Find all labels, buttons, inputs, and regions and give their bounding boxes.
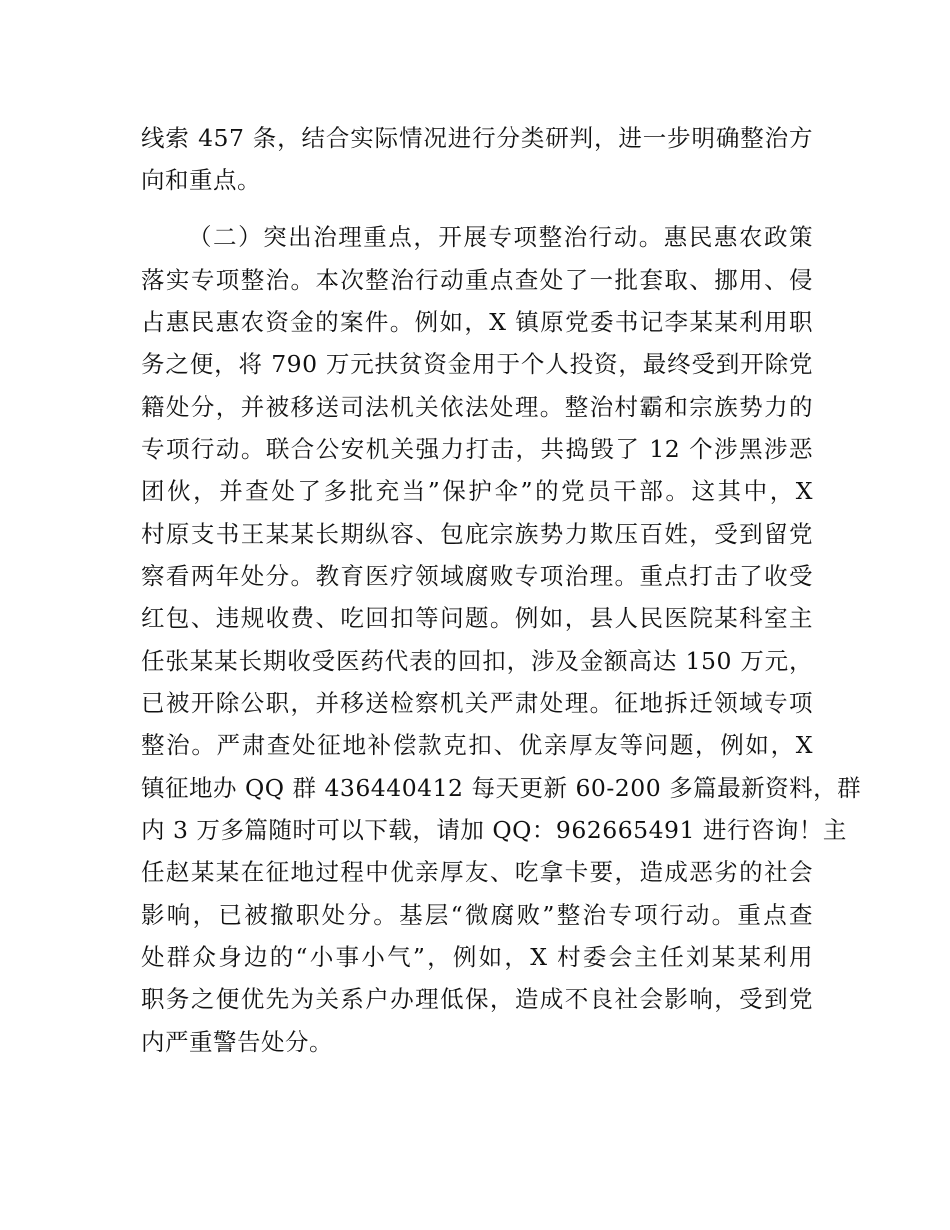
text-line: 镇征地办 QQ 群 436440412 每天更新 60-200 多篇最新资料，群 [141, 774, 862, 802]
text-line: 团伙，并查处了多批充当”保护伞”的党员干部。这其中，X [141, 477, 813, 505]
text-line: 线索 457 条，结合实际情况进行分类研判，进一步明确整治方 [141, 124, 813, 152]
text-line: 务之便，将 790 万元扶贫资金用于个人投资，最终受到开除党 [141, 350, 813, 378]
text-line: 任张某某长期收受医药代表的回扣，涉及金额高达 150 万元， [141, 647, 813, 675]
text-line: 村原支书王某某长期纵容、包庇宗族势力欺压百姓，受到留党 [141, 520, 813, 548]
text-line: 已被开除公职，并移送检察机关严肃处理。征地拆迁领域专项 [141, 689, 813, 717]
text-line: 察看两年处分。教育医疗领域腐败专项治理。重点打击了收受 [141, 562, 813, 590]
text-line: 专项行动。联合公安机关强力打击，共捣毁了 12 个涉黑涉恶 [141, 435, 813, 463]
text-line: 红包、违规收费、吃回扣等问题。例如，县人民医院某科室主 [141, 604, 813, 632]
text-line: 整治。严肃查处征地补偿款克扣、优亲厚友等问题，例如，X [141, 731, 813, 759]
text-line: 处群众身边的“小事小气”，例如，X 村委会主任刘某某利用 [141, 943, 813, 971]
text-line: 向和重点。 [141, 166, 261, 194]
paragraph-heading-line: （二）突出治理重点，开展专项整治行动。惠民惠农政策 [188, 223, 813, 251]
text-line: 职务之便优先为关系户办理低保，造成不良社会影响，受到党 [141, 985, 813, 1013]
text-line: 任赵某某在征地过程中优亲厚友、吃拿卡要，造成恶劣的社会 [141, 858, 813, 886]
text-line: 籍处分，并被移送司法机关依法处理。整治村霸和宗族势力的 [141, 393, 813, 421]
text-line: 落实专项整治。本次整治行动重点查处了一批套取、挪用、侵 [141, 266, 813, 294]
text-line: 影响，已被撤职处分。基层“微腐败”整治专项行动。重点查 [141, 901, 813, 929]
text-line: 内严重警告处分。 [141, 1028, 333, 1056]
text-line: 占惠民惠农资金的案件。例如，X 镇原党委书记李某某利用职 [141, 308, 813, 336]
text-line: 内 3 万多篇随时可以下载，请加 QQ：962665491 进行咨询！主 [141, 816, 847, 844]
